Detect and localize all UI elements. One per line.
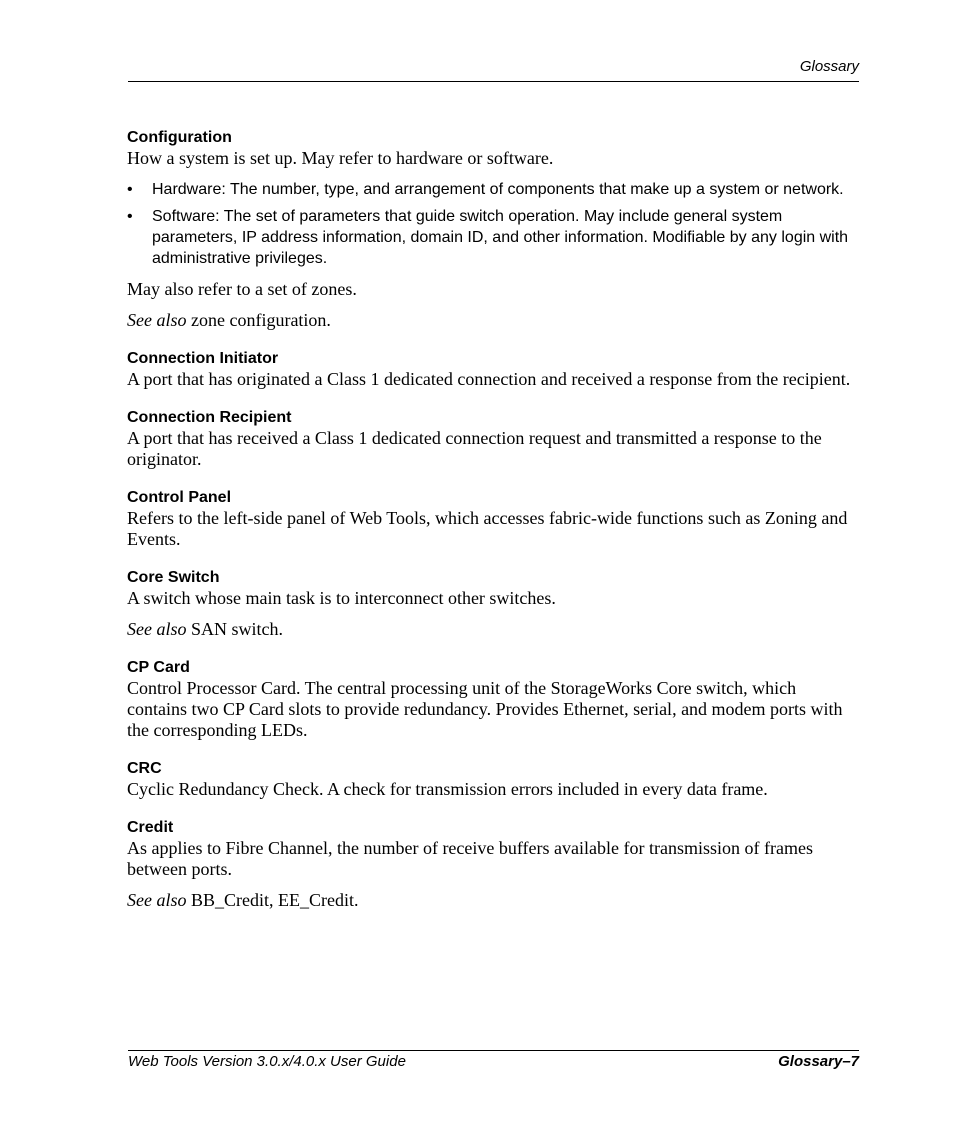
see-also: See also BB_Credit, EE_Credit. — [127, 890, 359, 910]
glossary-definition: As applies to Fibre Channel, the number of receive buffers available for transmission of frames between ports. — [127, 838, 813, 879]
header-rule — [128, 81, 859, 82]
glossary-term: Core Switch — [127, 569, 220, 586]
glossary-term: CP Card — [127, 659, 190, 676]
bullet-icon: • — [127, 181, 133, 198]
footer-page-number: Glossary–7 — [778, 1053, 859, 1070]
glossary-entry-crc — [127, 759, 859, 800]
bullet-icon: • — [127, 208, 133, 225]
glossary-term: Connection Initiator — [127, 350, 279, 367]
glossary-term: Control Panel — [127, 489, 232, 506]
glossary-definition: Control Processor Card. The central processing unit of the StorageWorks Core switch, which contains two CP Card slots to provide redundancy. Provides Ethernet, serial, and modem ports with the corresponding LEDs. — [127, 678, 843, 740]
glossary-entry-configuration — [127, 128, 859, 331]
bullet-item: • Hardware: The number, type, and arrangement of components that make up a system or network. — [127, 181, 844, 198]
glossary-entry-cp-card — [127, 658, 859, 741]
glossary-term: Connection Recipient — [127, 409, 292, 426]
glossary-term: Configuration — [127, 129, 232, 146]
glossary-entry-connection-recipient — [127, 408, 859, 470]
bullet-list — [127, 179, 859, 269]
glossary-term: CRC — [127, 760, 162, 777]
glossary-definition: A switch whose main task is to interconnect other switches. — [127, 588, 556, 608]
glossary-entry-control-panel — [127, 488, 859, 550]
glossary-extra: May also refer to a set of zones. — [127, 279, 357, 299]
glossary-content — [127, 128, 859, 929]
see-also: See also SAN switch. — [127, 619, 283, 639]
glossary-entry-connection-initiator — [127, 349, 859, 390]
glossary-definition: A port that has received a Class 1 dedicated connection request and transmitted a response to the originator. — [127, 428, 822, 469]
glossary-definition: Cyclic Redundancy Check. A check for transmission errors included in every data frame. — [127, 779, 768, 799]
glossary-entry-core-switch — [127, 568, 859, 640]
running-header: Glossary — [799, 58, 859, 75]
glossary-definition: A port that has originated a Class 1 dedicated connection and received a response from the recipient. — [127, 369, 851, 389]
see-also: See also zone configuration. — [127, 310, 331, 330]
glossary-term: Credit — [127, 819, 174, 836]
footer-document-title: Web Tools Version 3.0.x/4.0.x User Guide — [128, 1053, 406, 1070]
glossary-entry-credit — [127, 818, 859, 911]
glossary-definition: Refers to the left-side panel of Web Tools, which accesses fabric-wide functions such as Zoning and Events. — [127, 508, 848, 549]
footer-rule — [128, 1050, 859, 1051]
glossary-definition: How a system is set up. May refer to hardware or software. — [127, 148, 554, 168]
bullet-item: • Software: The set of parameters that guide switch operation. May include general system parameters, IP address information, domain ID, and other information. Modifiable by any login with administrative privileges. — [127, 208, 849, 267]
